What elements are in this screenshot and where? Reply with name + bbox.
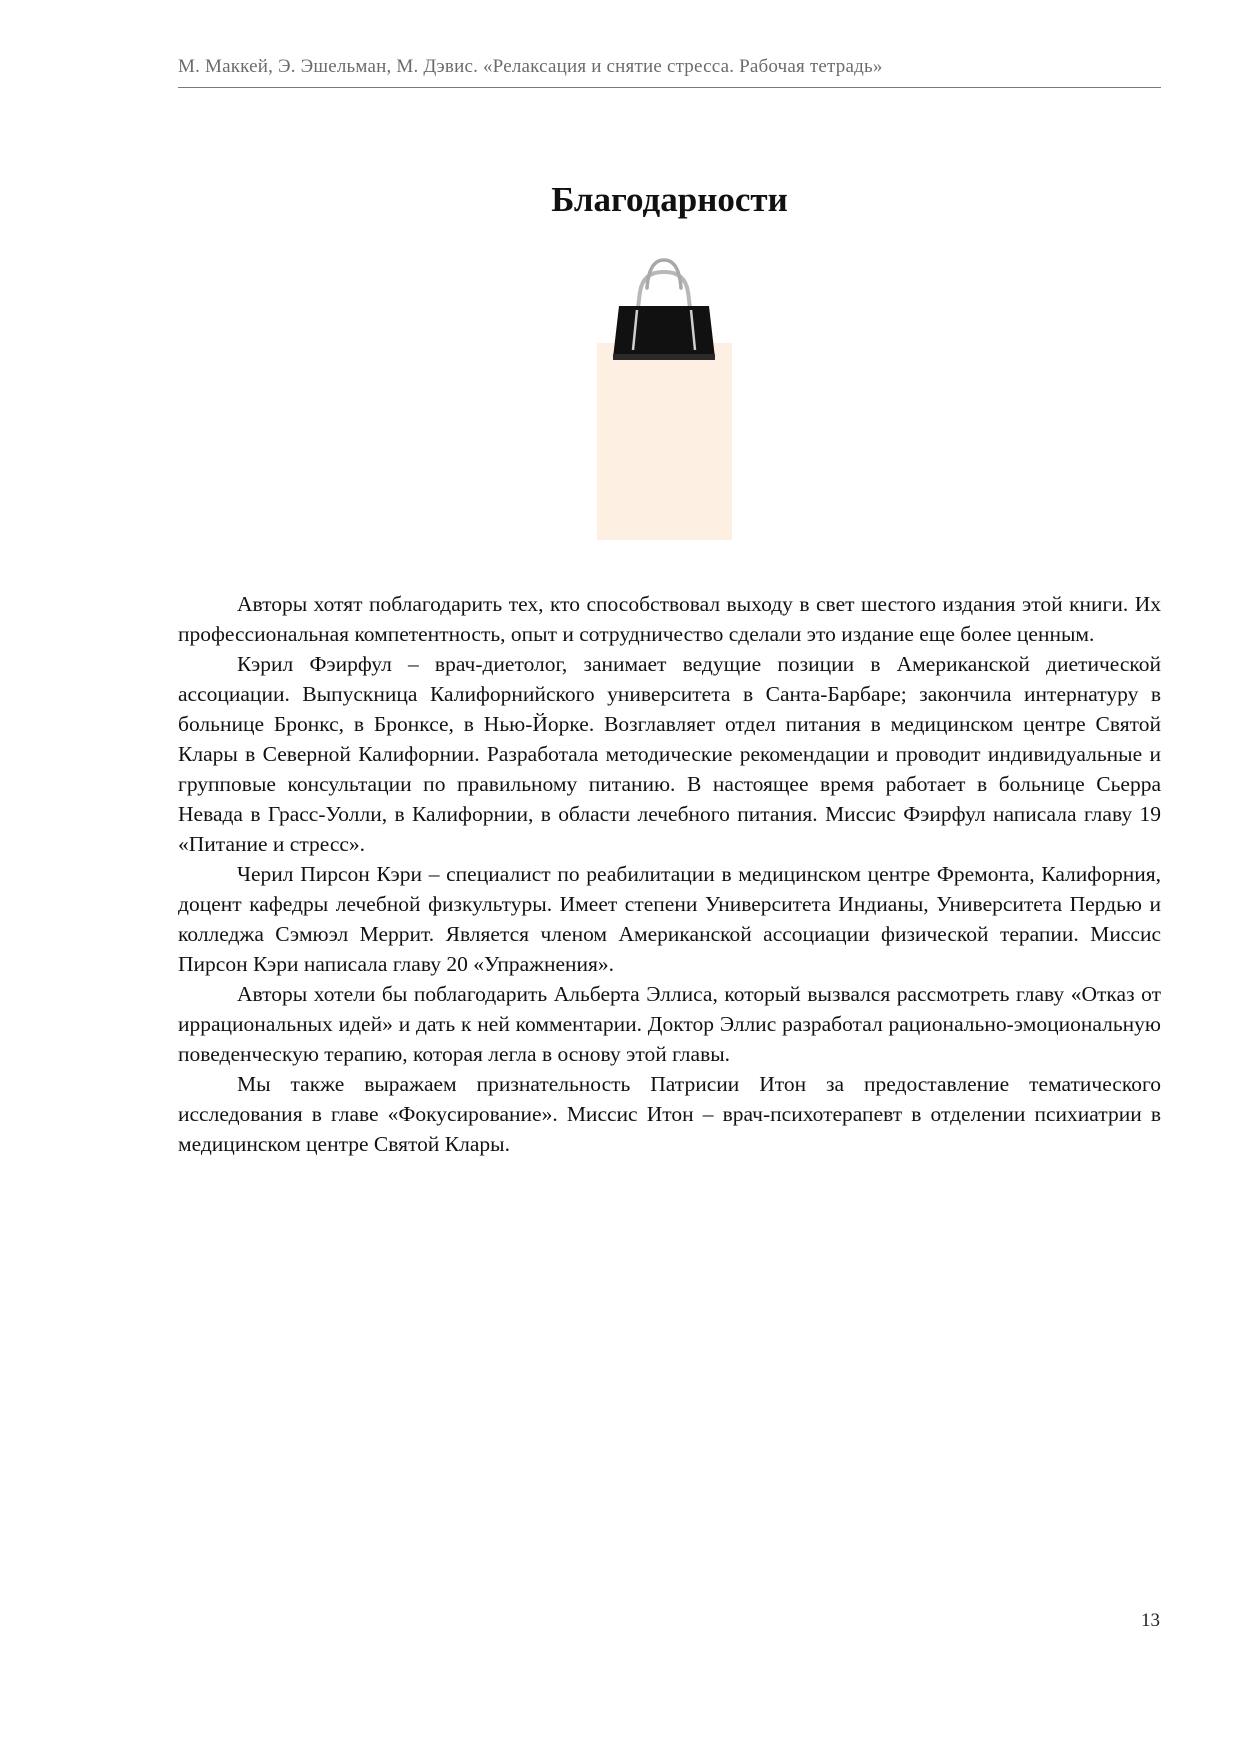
header-rule (178, 87, 1161, 88)
page-title: Благодарности (551, 180, 788, 219)
paragraph-fairful: Кэрил Фэирфул – врач-диетолог, занимает ведущие позиции в Американской диетической ассоциации. Выпускница Калифорнийского университета в Санта-Барбаре; закончила интернатуру в больнице Бронкс, в Бронксе, в Нью-Йорке. Возглавляет отдел питания в медицинском центре Святой Клары в Северной Калифорнии. Разработала методические рекомендации и проводит индивидуальные и групповые консультации по правильному питанию. В настоящее время работает в больнице Сьерра Невада в Грасс-Уолли, в Калифорнии, в области лечебного питания. Миссис Фэирфул написала главу 19 «Питание и стресс». (178, 652, 1161, 856)
binder-clip-note-icon (597, 250, 737, 540)
paragraph-eaton: Мы также выражаем признательность Патрисии Итон за предоставление тематического исследования в главе «Фокусирование». Миссис Итон – врач-психотерапевт в отделении психиатрии в медицинском центре Святой Клары. (178, 1072, 1161, 1156)
clip-body (613, 306, 715, 358)
note-paper (597, 343, 732, 540)
paragraph-intro: Авторы хотят поблагодарить тех, кто способствовал выходу в свет шестого издания этой книги. Их профессиональная компетентность, опыт и сотрудничество сделали это издание еще более ценным. (178, 592, 1161, 646)
paragraph-pirson-kery: Черил Пирсон Кэри – специалист по реабилитации в медицинском центре Фремонта, Калифорния, доцент кафедры лечебной физкультуры. Имеет степени Университета Индианы, Университета Пердью и колледжа Сэмюэл Меррит. Является членом Американской ассоциации физической терапии. Миссис Пирсон Кэри написала главу 20 «Упражнения». (178, 862, 1161, 976)
acknowledgements-body (178, 589, 1161, 1159)
running-header: М. Маккей, Э. Эшельман, М. Дэвис. «Релаксация и снятие стресса. Рабочая тетрадь» (178, 56, 883, 77)
page-number: 13 (1141, 1610, 1160, 1631)
paragraph-ellis: Авторы хотели бы поблагодарить Альберта Эллиса, который вызвался рассмотреть главу «Отказ от иррациональных идей» и дать к ней комментарии. Доктор Эллис разработал рационально-эмоциональную поведенческую терапию, которая легла в основу этой главы. (178, 982, 1161, 1066)
